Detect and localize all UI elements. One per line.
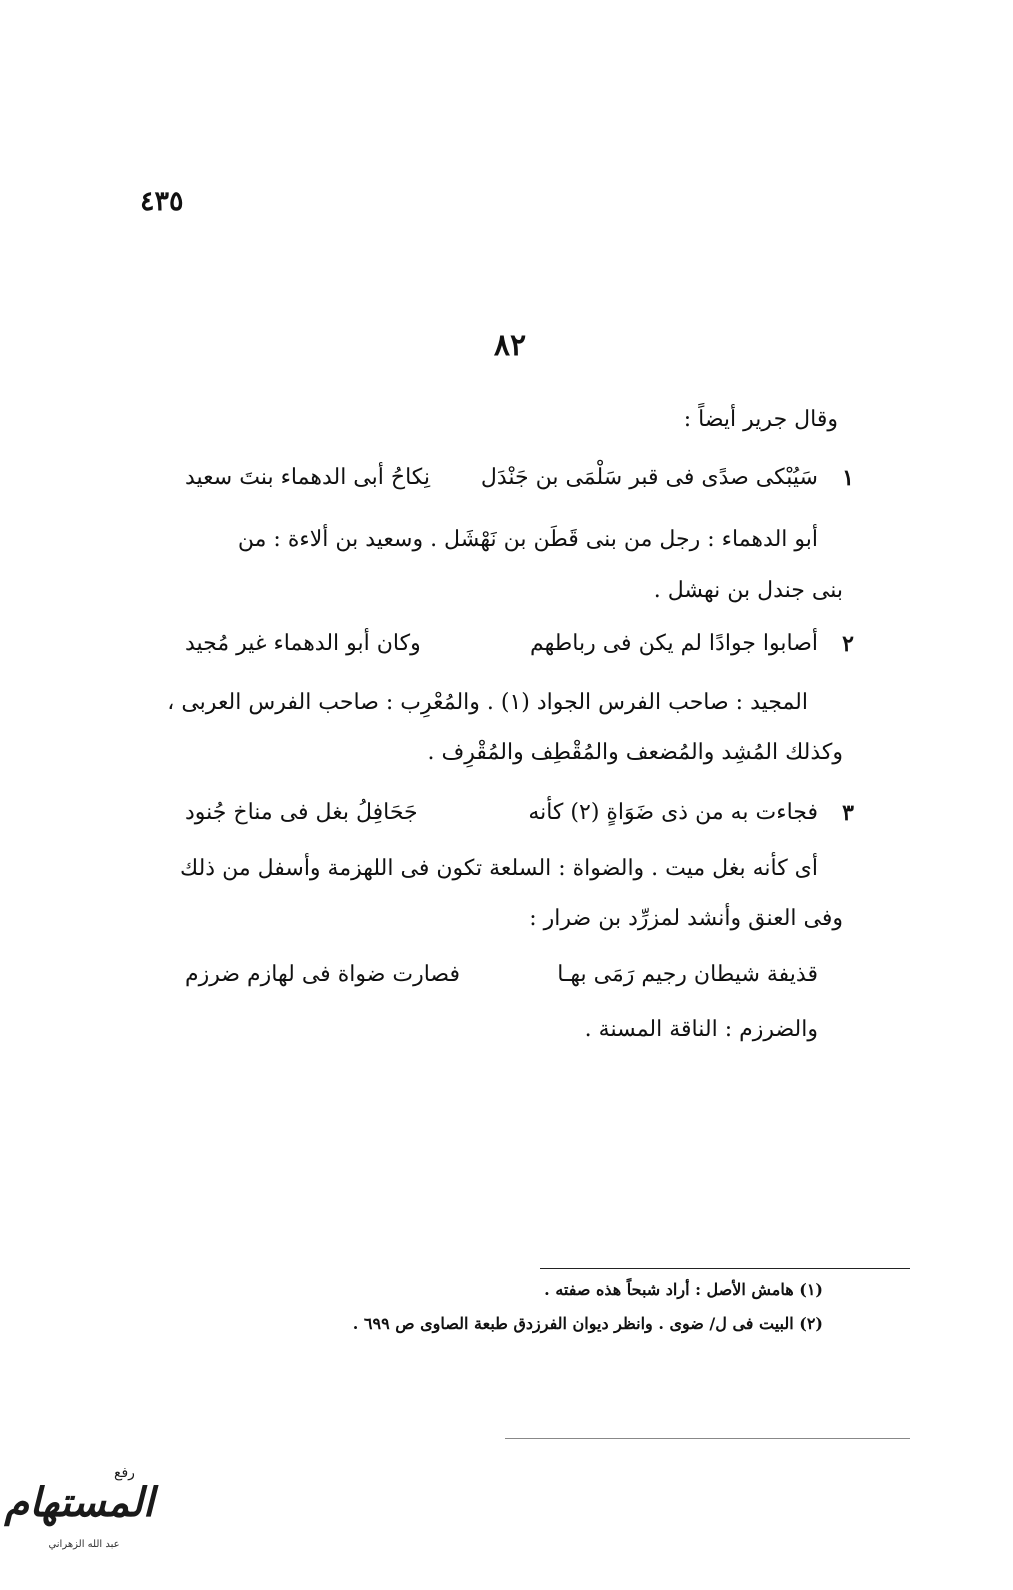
commentary-line: بنى جندل بن نهشل . xyxy=(653,578,843,603)
verse-number: ٢ xyxy=(842,631,854,657)
commentary-line: أى كأنه بغل ميت . والضواة : السلعة تكون فى اللهزمة وأسفل من ذلك xyxy=(180,856,818,881)
poem-number: ٨٢ xyxy=(493,328,527,363)
bottom-divider xyxy=(505,1438,910,1439)
commentary-line: أبو الدهماء : رجل من بنى قَطَن بن نَهْشَل . وسعيد بن ألاءة : من xyxy=(237,527,818,552)
footnote: (٢) البيت فى ل/ ضوى . وانظر ديوان الفرزدق طبعة الصاوى ص ٦٩٩ . xyxy=(352,1314,823,1333)
verse-left-hemistich: جَحَافِلُ بغل فى مناخ جُنود xyxy=(185,800,418,825)
stamp-sub-text: عبد الله الزهراني xyxy=(48,1539,120,1550)
stamp-main-text: المستهام xyxy=(4,1479,154,1526)
commentary-line: المجيد : صاحب الفرس الجواد (١) . والمُعْرِب : صاحب الفرس العربى ، xyxy=(167,690,808,715)
commentary-line: وكذلك المُشِد والمُضعف والمُقْطِف والمُقْرِف . xyxy=(427,740,843,765)
stamp-small-text: رفع xyxy=(114,1465,135,1481)
verse-number: ١ xyxy=(842,465,854,491)
commentary-line: وفى العنق وأنشد لمزرِّد بن ضرار : xyxy=(529,906,843,931)
footnote-divider xyxy=(540,1268,910,1269)
verse-left-hemistich: وكان أبو الدهماء غير مُجيد xyxy=(185,631,421,656)
library-stamp xyxy=(4,1465,154,1565)
verse-left-hemistich: نِكاحُ أبى الدهماء بنتَ سعيد xyxy=(185,465,431,490)
quoted-commentary: والضرزم : الناقة المسنة . xyxy=(584,1017,818,1042)
page-number: ٤٣٥ xyxy=(140,186,184,217)
quoted-verse-right-hemistich: قذيفة شيطان رجيم رَمَى بهـا xyxy=(557,962,818,987)
verse-right-hemistich: أصابوا جوادًا لم يكن فى رباطهم xyxy=(529,631,818,656)
verse-right-hemistich: فجاءت به من ذى ضَوَاةٍ (٢) كأنه xyxy=(528,800,818,825)
quoted-verse-left-hemistich: فصارت ضواة فى لهازم ضرزم xyxy=(185,962,460,987)
verse-right-hemistich: سَيُبْكى صدًى فى قبر سَلْمَى بن جَنْدَل xyxy=(480,465,818,490)
verse-number: ٣ xyxy=(842,800,854,826)
poem-intro: وقال جرير أيضاً : xyxy=(683,407,838,432)
footnote: (١) هامش الأصل : أراد شبحاً هذه صفته . xyxy=(544,1280,823,1299)
